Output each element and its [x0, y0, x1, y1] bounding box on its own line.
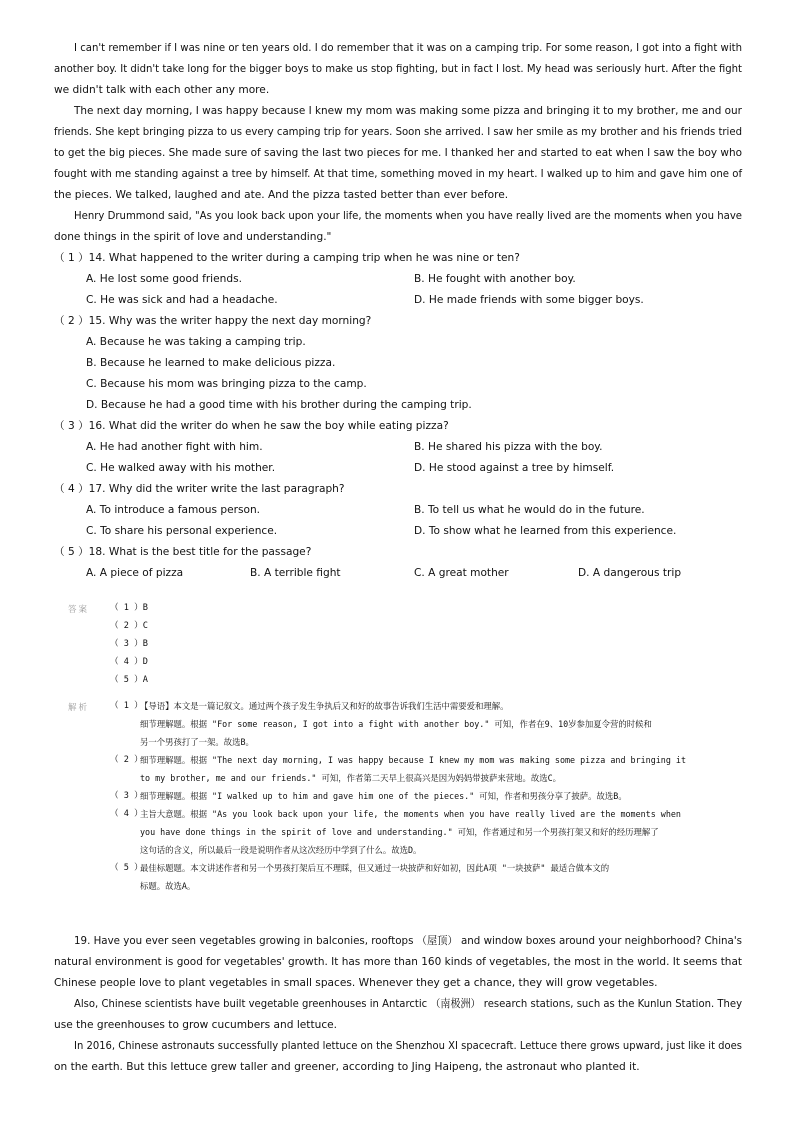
explanation-line: 主旨大意题。根据 "As you look back upon your life, the moments when you have really lived are the moments when: [140, 809, 681, 819]
option-b: B. To tell us what he would do in the future.: [414, 504, 645, 516]
option-d: D. Because he had a good time with his brother during the camping trip.: [86, 399, 472, 411]
explanation-line: 细节理解题。根据 "I walked up to him and gave him one of the pieces." 可知，作者和男孩分享了披萨。故选B。: [140, 791, 627, 801]
question-stem: （ 4 ）17. Why did the writer write the last paragraph?: [54, 483, 345, 495]
question-stem: （ 3 ）16. What did the writer do when he saw the boy while eating pizza?: [54, 420, 449, 432]
option-d: D. He stood against a tree by himself.: [414, 462, 615, 474]
option-d: D. A dangerous trip: [578, 567, 682, 579]
passage2-line: natural environment is good for vegetables' growth. It has more than 160 kinds of vegetables, the most in the world. It seems that: [54, 956, 742, 968]
answer-item: （ 1 ）B: [110, 603, 148, 613]
passage1-line: friends. She kept bringing pizza to us every camping trip for years. Soon she arrived. I saw her smile as my brother and his friends tried: [54, 126, 742, 138]
explanation-number: （ 5 ）: [110, 863, 143, 873]
explanation-line: 最佳标题题。本文讲述作者和另一个男孩打架后互不理睬，但又通过一块披萨和好如初，因此A项 "一块披萨" 最适合做本文的: [140, 863, 610, 873]
passage1-line: another boy. It didn't take long for the bigger boys to make us stop fighting, but in fact I lost. My head was seriously hurt. After the fight: [54, 63, 743, 75]
explanation-number: （ 3 ）: [110, 791, 143, 801]
answer-item: （ 3 ）B: [110, 639, 148, 649]
passage2-line: Chinese people love to plant vegetables in small spaces. Whenever they get a chance, they will grow vegetables.: [54, 977, 658, 989]
passage2-line: on the earth. But this lettuce grew taller and greener, according to Jing Haipeng, the astronaut who planted it.: [54, 1061, 640, 1073]
explanation-line: 细节理解题。根据 "The next day morning, I was happy because I knew my mom was making some pizza and bringing it: [140, 755, 687, 765]
explanation-number: （ 4 ）: [110, 809, 143, 819]
question-stem: （ 1 ）14. What happened to the writer during a camping trip when he was nine or ten?: [54, 252, 520, 264]
option-c: C. A great mother: [414, 567, 509, 579]
option-c: C. He was sick and had a headache.: [86, 294, 278, 306]
explanation-line: you have done things in the spirit of love and understanding." 可知，作者通过和另一个男孩打架又和好的经历理解了: [140, 827, 659, 837]
question-stem: （ 2 ）15. Why was the writer happy the next day morning?: [54, 315, 372, 327]
option-a: A. A piece of pizza: [86, 567, 184, 579]
explanation-number: （ 2 ）: [110, 755, 143, 765]
passage1-line: The next day morning, I was happy because I knew my mom was making some pizza and bringing it to my brother, me and our: [74, 105, 742, 117]
explanation-line: 【导语】本文是一篇记叙文。通过两个孩子发生争执后又和好的故事告诉我们生活中需要爱和理解。: [140, 701, 509, 711]
passage1-line: Henry Drummond said, "As you look back upon your life, the moments when you have really lived are the moments when you have: [74, 210, 743, 222]
explanation-line: 另一个男孩打了一架。故选B。: [140, 737, 254, 747]
option-d: D. To show what he learned from this experience.: [414, 525, 677, 537]
option-d: D. He made friends with some bigger boys.: [414, 294, 644, 306]
passage1-line: the pieces. We talked, laughed and ate. And the pizza tasted better than ever before.: [54, 189, 509, 201]
explanation-label: 解析: [68, 703, 90, 713]
passage1-line: we didn't talk with each other any more.: [54, 84, 270, 96]
option-b: B. A terrible fight: [250, 567, 341, 579]
option-a: A. To introduce a famous person.: [86, 504, 261, 516]
explanation-line: to my brother, me and our friends." 可知，作者第二天早上很高兴是因为妈妈带披萨来营地。故选C。: [140, 773, 562, 783]
explanation-line: 细节理解题。根据 "For some reason, I got into a fight with another boy." 可知，作者在9、10岁参加夏令营的时候和: [140, 719, 652, 729]
answer-label: 答案: [68, 605, 90, 615]
answer-item: （ 4 ）D: [110, 657, 148, 667]
answer-item: （ 5 ）A: [110, 675, 148, 685]
question-stem: （ 5 ）18. What is the best title for the passage?: [54, 546, 312, 558]
passage2-line: In 2016, Chinese astronauts successfully planted lettuce on the Shenzhou XI spacecraft. Lettuce there grows upward, just like it does: [74, 1040, 743, 1052]
option-c: C. To share his personal experience.: [86, 525, 278, 537]
passage1-line: to get the big pieces. She made sure of saving the last two pieces for me. I thanked her and started to eat when I saw the boy who: [54, 147, 743, 159]
option-a: A. He lost some good friends.: [86, 273, 242, 285]
option-c: C. He walked away with his mother.: [86, 462, 276, 474]
option-a: A. Because he was taking a camping trip.: [86, 336, 306, 348]
option-b: B. He fought with another boy.: [414, 273, 576, 285]
passage2-line: 19. Have you ever seen vegetables growing in balconies, rooftops （屋顶） and window boxes around your neighborhood? China's: [74, 935, 743, 947]
passage2-line: use the greenhouses to grow cucumbers and lettuce.: [54, 1019, 338, 1031]
explanation-number: （ 1 ）: [110, 701, 143, 711]
option-c: C. Because his mom was bringing pizza to the camp.: [86, 378, 367, 390]
passage2-line: Also, Chinese scientists have built vegetable greenhouses in Antarctic （南极洲） research stations, such as the Kunlun Station. They: [74, 998, 743, 1010]
option-b: B. He shared his pizza with the boy.: [414, 441, 603, 453]
option-b: B. Because he learned to make delicious pizza.: [86, 357, 336, 369]
explanation-line: 标题。故选A。: [140, 881, 196, 891]
explanation-line: 这句话的含义，所以最后一段是说明作者从这次经历中学到了什么。故选D。: [140, 845, 422, 855]
passage1-line: fought with me standing against a tree by himself. At that time, something moved in my heart. I walked up to him and gave him one of: [54, 168, 743, 180]
answer-item: （ 2 ）C: [110, 621, 148, 631]
option-a: A. He had another fight with him.: [86, 441, 263, 453]
passage1-line: done things in the spirit of love and understanding.": [54, 231, 332, 243]
passage1-line: I can't remember if I was nine or ten years old. I do remember that it was on a camping trip. For some reason, I got into a fight with: [74, 42, 743, 54]
